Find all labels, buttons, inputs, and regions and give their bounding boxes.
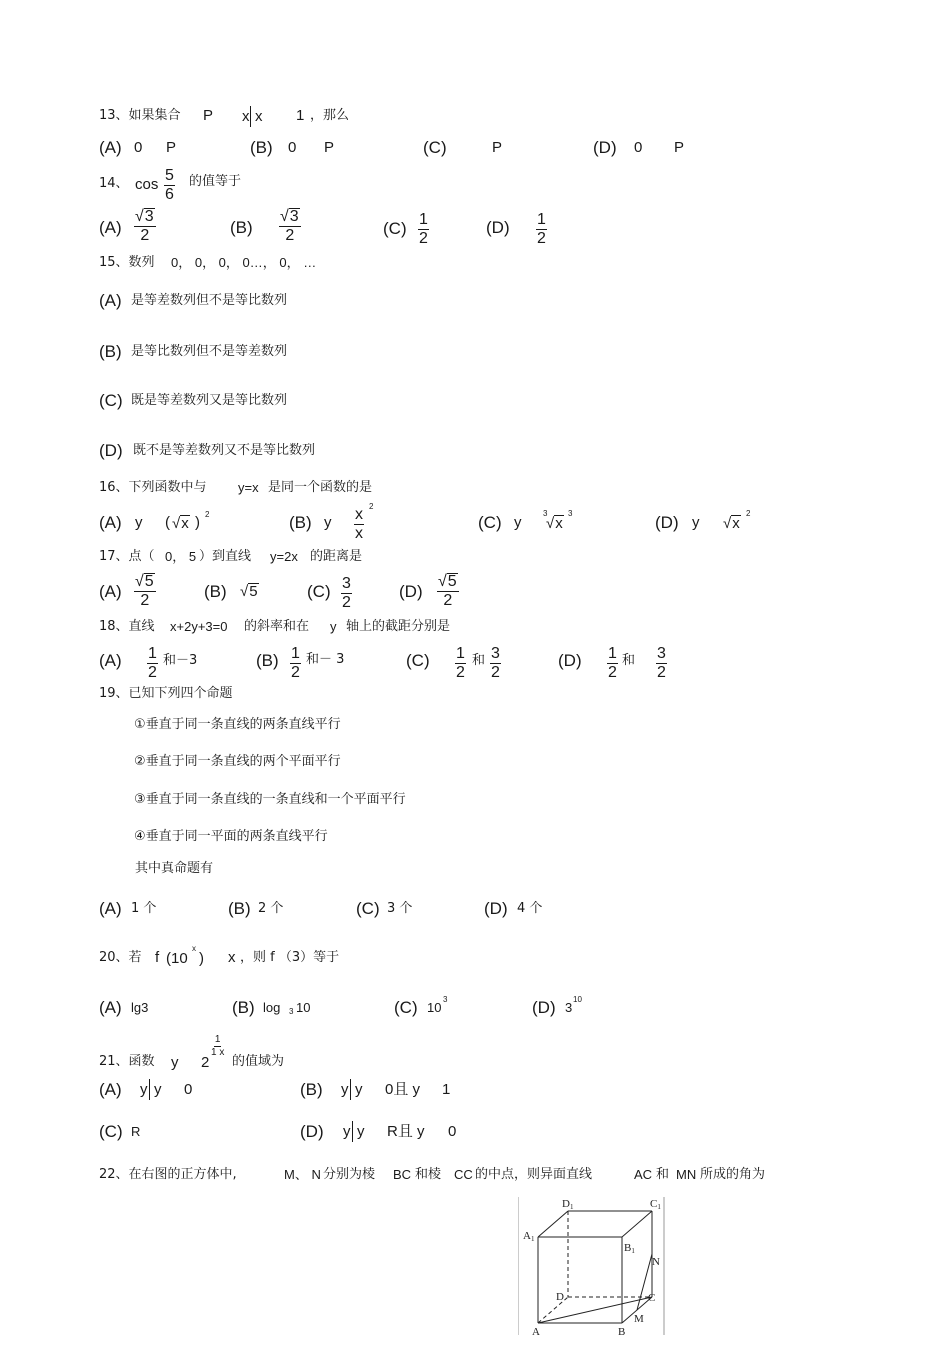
q18-option-d-numerator: 1 [608,645,617,662]
q18-tail: 轴上的截距分别是 [346,619,451,634]
q13-option-d-left: 0 [634,139,643,156]
q15-stem: 15、数列 [99,255,155,270]
q21-option-d-condition: R且 y [387,1123,425,1140]
q16-option-a-radicand: x [181,515,189,532]
q17-line: y=2x [270,549,298,564]
q13-x: x [242,108,250,125]
q22-part-4: 和 [656,1167,670,1182]
q21-base: 2 [201,1054,210,1071]
q15-option-b-text: 是等比数列但不是等差数列 [131,344,288,359]
q19-option-d-text: 4 个 [517,901,543,916]
q16-option-c-y: y [514,514,522,531]
label-c1: C1 [650,1198,661,1211]
q16-option-b-fraction [354,507,364,542]
q18-option-c-fraction [455,646,466,681]
q14-option-d-denominator: 2 [537,230,546,247]
q22-points: M、 N [284,1167,321,1182]
q18-option-d-text: 和 [622,653,636,668]
q16-option-b-numerator: x [355,506,363,523]
q13-set-p: P [203,107,214,124]
q21-option-d-var: y [343,1123,351,1140]
q16-option-a-sqrt: √x [172,515,189,532]
q17-mid: ）到直线 [199,549,252,564]
q16-option-c-exponent: 3 [568,509,573,518]
q21-exponent-denominator: 1 x [211,1047,225,1058]
q16-function: y=x [238,480,259,495]
q18-option-a-text: 和－3 [163,653,198,668]
q21-option-b-var2: y [355,1081,363,1098]
q16-option-c-label: (C) [478,513,502,532]
q21-option-d-value: 0 [448,1123,457,1140]
q17-option-d-radicand: 5 [447,573,457,590]
q17-option-a-fraction: $\frac{√5}{2}$ [135,573,154,609]
q18-axis: y [330,619,337,634]
q22-part-1: 分别为棱 [323,1167,376,1182]
q14-option-b-denominator: 2 [285,227,295,244]
q18-option-c-fraction-2 [490,646,501,681]
q18-option-d-label: (D) [558,651,582,670]
q17-option-a-denominator: 2 [140,592,150,609]
label-d1: D1 [562,1198,574,1211]
q17-option-c-label: (C) [307,582,331,601]
q22-edge-bc: BC [393,1167,412,1182]
q21-option-b-value: 1 [442,1081,451,1098]
label-a1: A1 [523,1230,535,1243]
q13-stem: 13、如果集合 [99,108,181,123]
q17-stem: 17、点（ [99,549,155,564]
q16-option-c-root-index: 3 [543,509,548,518]
q18-option-d-fraction [607,646,618,681]
q19-proposition-1: ①垂直于同一条直线的两条直线平行 [134,717,341,732]
q21-option-d-var2: y [357,1123,365,1140]
q14-option-a-denominator: 2 [140,227,150,244]
label-d: D [556,1291,564,1303]
q13-option-c-label: (C) [423,138,447,157]
q22-part-5: 所成的角为 [700,1167,766,1182]
q17-option-a-radicand: 5 [144,573,154,590]
q17-option-c-denominator: 2 [342,594,351,611]
q19-option-a-label: (A) [99,899,122,918]
label-c: C [648,1292,656,1304]
q20-option-c-text: 10 [427,1000,442,1015]
q18-option-b-label: (B) [256,651,279,670]
q21-option-a-label: (A) [99,1080,122,1099]
q21-option-b-var: y [341,1081,349,1098]
q15-option-c-label: (C) [99,391,123,410]
q13-option-a-left: 0 [134,139,143,156]
q14-angle-numerator: 5 [165,167,174,184]
q18-option-d-fraction-2 [656,646,667,681]
q18-equation: x+2y+3=0 [170,619,228,634]
q18-option-a-denominator: 2 [148,664,157,681]
q20-f: f [155,949,160,966]
q13-x: x [255,108,263,125]
q20-stem: 20、若 [99,950,142,965]
q21-option-c-text: R [131,1124,141,1139]
q16-option-d-radicand: x [732,515,740,532]
q16-option-a-paren-open: ( [165,514,170,531]
q21-option-a-var: y [140,1081,148,1098]
q13-option-b-right: P [324,139,335,156]
q20-option-d-exponent: 10 [573,995,582,1004]
q20-argument-exponent: x [192,944,196,953]
q16-option-c-sqrt: √x [546,515,563,532]
q16-option-c-radicand: x [555,515,563,532]
q21-exponent-numerator: 1 [214,1034,221,1045]
q17-option-b-sqrt: √5 [240,583,258,600]
q18-option-b-denominator: 2 [291,664,300,681]
q14-angle-denominator: 6 [165,186,174,203]
q15-option-c-text: 既是等差数列又是等比数列 [131,393,288,408]
q14-option-c-fraction [418,212,429,247]
q18-option-c-label: (C) [406,651,430,670]
label-a: A [532,1326,540,1338]
q22-line-mn: MN [676,1167,697,1182]
q21-option-d-label: (D) [300,1122,324,1141]
q15-sequence: 0， 0， 0， 0…， 0， … [171,255,317,270]
q21-option-b-label: (B) [300,1080,323,1099]
q20-option-c-label: (C) [394,998,418,1017]
q14-option-a-fraction: $\frac{√3}{2}$ [135,208,154,244]
q18-option-c-numerator: 1 [456,645,465,662]
q20-paren-close: ) [199,950,204,967]
q13-set-bar [250,106,251,127]
q16-option-b-y: y [324,514,332,531]
q16-option-a-y: y [135,514,143,531]
q14-cos: cos [135,176,159,193]
label-b1: B1 [624,1242,635,1255]
q22-part-3: 的中点，则异面直线 [475,1167,593,1182]
q13-option-d-right: P [674,139,685,156]
q16-option-a-exponent: 2 [205,510,210,519]
label-m: M [634,1313,644,1325]
q14-stem: 14、 [99,176,129,191]
q16-option-b-label: (B) [289,513,312,532]
q21-option-a-value: 0 [184,1081,193,1098]
q16-option-a-paren-close: ) [195,514,200,531]
q14-option-a-label: (A) [99,218,122,237]
q20-option-b-text: log [263,1000,281,1015]
q15-option-d-label: (D) [99,441,123,460]
q18-option-a-label: (A) [99,651,122,670]
q21-option-b-set-bar [350,1079,351,1100]
q20-tail: ，则 f （3）等于 [240,950,340,965]
q18-option-a-fraction [147,646,158,681]
q17-option-c-fraction [341,576,352,611]
q15-option-b-label: (B) [99,342,122,361]
q14-option-b-label: (B) [230,218,253,237]
q18-option-b-text: 和－ 3 [306,652,345,667]
q16-option-d-sqrt: √x [723,515,740,532]
q20-option-d-label: (D) [532,998,556,1017]
q14-option-d-fraction [536,212,547,247]
q17-option-c-numerator: 3 [342,575,351,592]
q14-option-b-fraction: $\frac{√3}{2}$ [280,208,299,244]
edge-b1c1 [622,1211,652,1237]
q22-stem: 22、在右图的正方体中, [99,1167,237,1182]
q15-option-a-label: (A) [99,291,122,310]
q19-option-d-label: (D) [484,899,508,918]
q20-option-a-text: lg3 [131,1000,149,1015]
q18-option-d-numerator-2: 3 [657,645,666,662]
q13-option-b-label: (B) [250,138,273,157]
q21-tail: 的值域为 [232,1054,285,1069]
q13-one: 1 [296,107,305,124]
q18-option-d-denominator: 2 [608,664,617,681]
q19-proposition-4: ④垂直于同一平面的两条直线平行 [134,829,328,844]
q16-tail: 是同一个函数的是 [268,480,373,495]
q19-option-b-label: (B) [228,899,251,918]
q13-option-a-label: (A) [99,138,122,157]
q20-option-a-label: (A) [99,998,122,1017]
q19-option-c-label: (C) [356,899,380,918]
q14-tail: 的值等于 [189,174,242,189]
q18-option-b-numerator: 1 [291,645,300,662]
q20-option-b-subscript: 3 [289,1007,294,1016]
q19-stem: 19、已知下列四个命题 [99,686,233,701]
q19-ask: 其中真命题有 [135,861,214,876]
q20-argument: (10 [166,950,188,967]
q14-angle-fraction [164,168,175,203]
q20-option-d-text: 3 [565,1000,573,1015]
q21-option-a-set-bar [149,1079,150,1100]
q14-option-c-label: (C) [383,219,407,238]
q16-option-d-label: (D) [655,513,679,532]
q18-option-c-numerator-2: 3 [491,645,500,662]
q17-option-a-label: (A) [99,582,122,601]
q14-option-d-numerator: 1 [537,211,546,228]
q14-option-c-numerator: 1 [419,211,428,228]
q21-option-d-set-bar [352,1121,353,1142]
q19-option-c-text: 3 个 [387,901,413,916]
q20-option-b-label: (B) [232,998,255,1017]
q15-option-a-text: 是等差数列但不是等比数列 [131,293,288,308]
label-n: N [652,1256,660,1268]
q13-option-a-right: P [166,139,177,156]
cube-figure [518,1195,668,1340]
q21-exponent-fraction [211,1035,224,1058]
q18-stem: 18、直线 [99,619,155,634]
q20-option-c-exponent: 3 [443,995,448,1004]
q20-x: x [228,949,236,966]
q22-edge-cc: CC [454,1167,473,1182]
q13-option-c-right: P [492,139,503,156]
q22-part-2: 和棱 [415,1167,442,1182]
q17-tail: 的距离是 [310,549,363,564]
q17-option-d-label: (D) [399,582,423,601]
q14-option-a-radicand: 3 [144,208,154,225]
edge-a1d1 [538,1211,568,1237]
q20-option-b-after: 10 [296,1000,311,1015]
q16-stem: 16、下列函数中与 [99,480,207,495]
q17-option-b-radicand: 5 [249,583,258,600]
q13-option-d-label: (D) [593,138,617,157]
q18-option-c-text: 和 [472,653,486,668]
q19-proposition-3: ③垂直于同一条直线的一条直线和一个平面平行 [134,792,406,807]
q19-proposition-2: ②垂直于同一条直线的两个平面平行 [134,754,341,769]
q19-option-a-text: 1 个 [131,901,157,916]
label-b: B [618,1326,626,1338]
q16-option-a-label: (A) [99,513,122,532]
q21-stem: 21、函数 [99,1054,155,1069]
q21-option-c-label: (C) [99,1122,123,1141]
q18-mid: 的斜率和在 [244,619,310,634]
q17-point: 0， 5 [165,549,197,564]
q17-option-d-fraction: $\frac{√5}{2}$ [438,573,457,609]
q17-option-d-denominator: 2 [443,592,453,609]
q16-option-b-denominator: x [355,525,363,542]
q21-y: y [171,1054,179,1071]
q16-option-b-exponent: 2 [369,502,374,511]
q18-option-a-numerator: 1 [148,645,157,662]
q13-option-b-left: 0 [288,139,297,156]
q19-option-b-text: 2 个 [258,901,284,916]
q13-tail: ，那么 [310,108,350,123]
q18-option-c-denominator-2: 2 [491,664,500,681]
q16-option-d-exponent: 2 [746,509,751,518]
q18-option-d-denominator-2: 2 [657,664,666,681]
q17-option-b-label: (B) [204,582,227,601]
q18-option-c-denominator: 2 [456,664,465,681]
q14-option-d-label: (D) [486,218,510,237]
q22-line-ac: AC [634,1167,653,1182]
q21-option-b-condition: 0且 y [385,1081,421,1098]
q21-option-a-var2: y [154,1081,162,1098]
q14-option-b-radicand: 3 [289,208,299,225]
q15-option-d-text: 既不是等差数列又不是等比数列 [133,443,316,458]
q18-option-b-fraction [290,646,301,681]
q16-option-d-y: y [692,514,700,531]
q14-option-c-denominator: 2 [419,230,428,247]
